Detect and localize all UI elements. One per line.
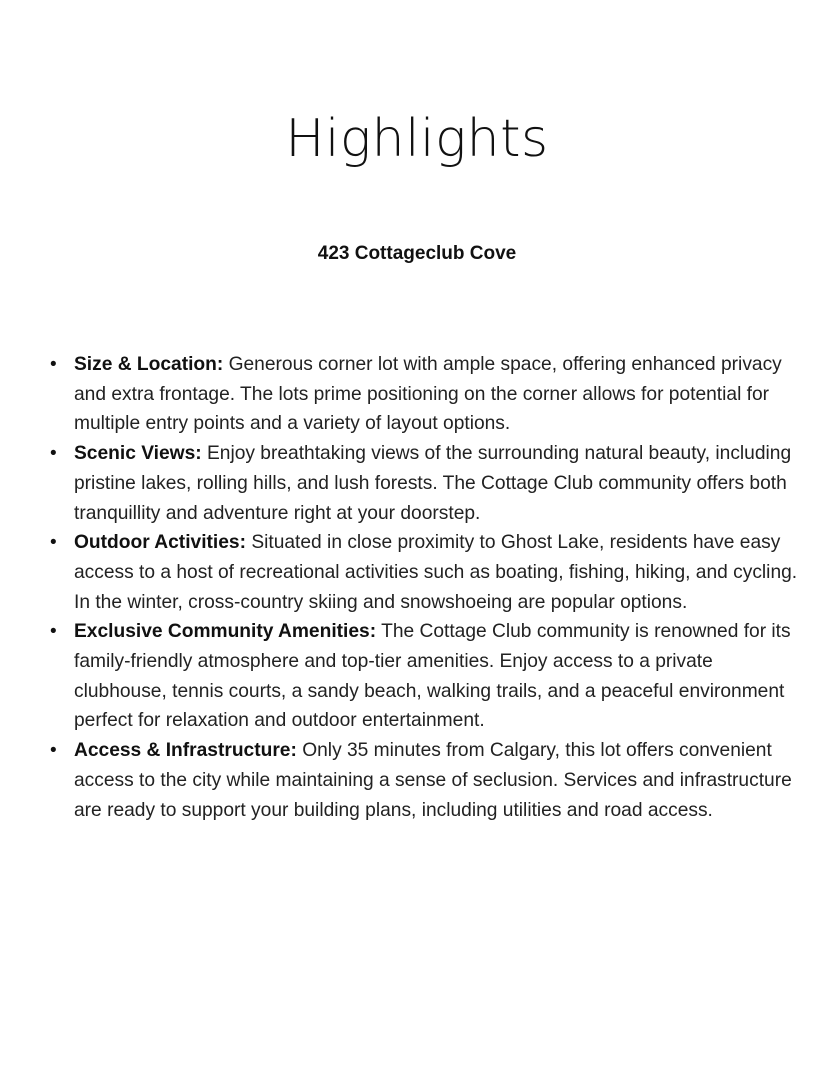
highlight-text: Generous corner lot with ample space, offering enhanced privacy and extra frontage. The lots prime positioning on the corner allows for potential for multiple entry points and a variety of layout options. [74,354,782,435]
page-title: Highlights [285,109,549,169]
property-address: 423 Cottageclub Cove [317,243,517,264]
highlight-label: Access & Infrastructure: [74,740,297,762]
highlight-text: Situated in close proximity to Ghost Lake, residents have easy access to a host of recreational activities such as boating, fishing, hiking, and cycling. In the winter, cross-country skiing and snowshoeing are popular options. [74,532,798,613]
highlight-item-outdoor-activities [48,528,808,617]
highlight-label: Outdoor Activities: [74,532,246,554]
highlight-text: The Cottage Club community is renowned for its family-friendly atmosphere and top-tier amenities. Enjoy access to a private clubhouse, tennis courts, a sandy beach, walking trails, and a peaceful environment perfect for relaxation and outdoor entertainment. [74,621,791,732]
highlight-item-access-infrastructure [48,736,808,825]
highlight-text: Enjoy breathtaking views of the surrounding natural beauty, including pristine lakes, rolling hills, and lush forests. The Cottage Club community offers both tranquillity and adventure right at your doorstep. [74,443,792,524]
bullet-icon: • [50,354,57,375]
highlight-label: Scenic Views: [74,443,202,465]
bullet-icon: • [50,621,57,643]
highlights-list [48,350,808,825]
highlight-item-size-location [48,350,808,439]
highlight-text: Only 35 minutes from Calgary, this lot offers convenient access to the city while maintaining a sense of seclusion. Services and infrastructure are ready to support your building plans, including utilities and road access. [74,740,792,821]
bullet-icon: • [50,532,57,554]
bullet-icon: • [50,443,57,465]
highlight-item-community-amenities [48,617,808,736]
highlight-label: Exclusive Community Amenities: [74,621,377,643]
highlight-label: Size & Location: [74,354,224,375]
highlight-item-scenic-views [48,439,808,528]
bullet-icon: • [50,740,57,762]
